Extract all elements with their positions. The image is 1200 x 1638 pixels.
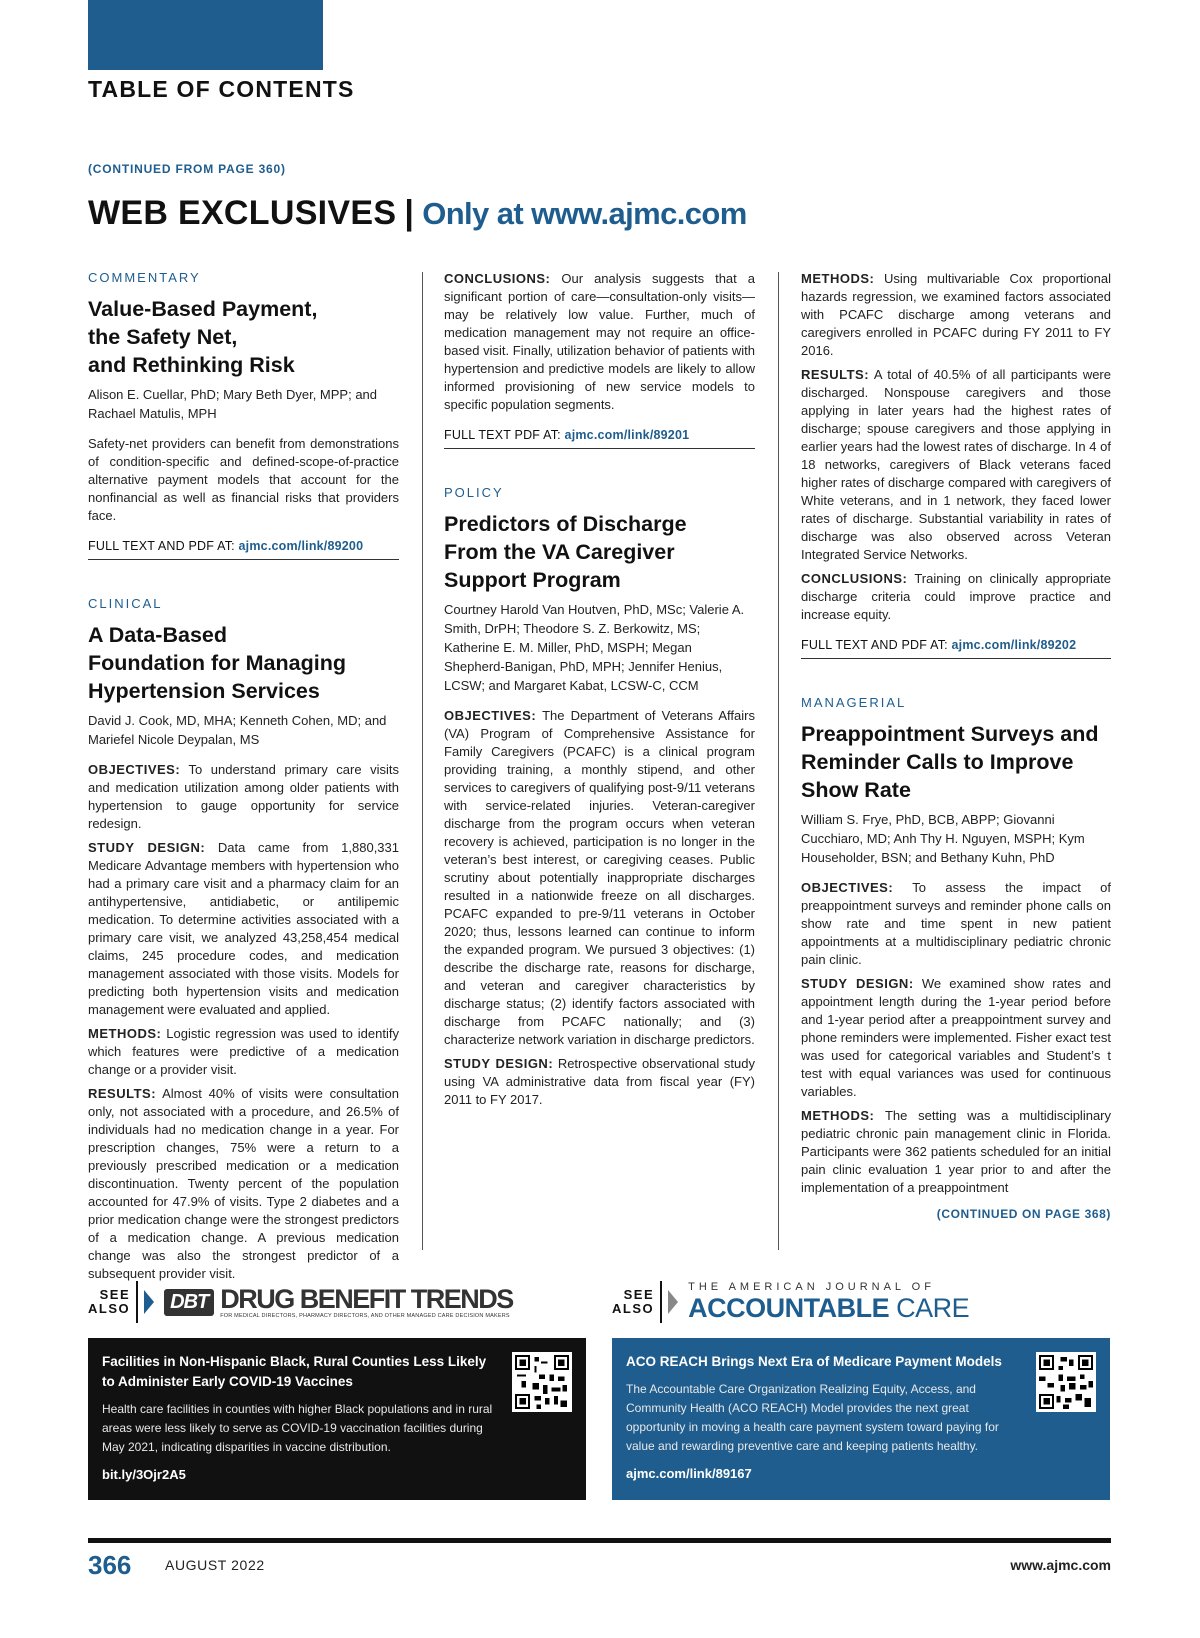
see-also-divider <box>660 1281 662 1323</box>
title-line: Preappointment Surveys and <box>801 722 1099 746</box>
results-label: RESULTS: <box>88 1086 157 1101</box>
conclusions-text: Training on clinically appropriate discharge criteria could improve practice and increase equity. <box>801 571 1111 622</box>
column-2 <box>444 270 755 1115</box>
study-design-label: STUDY DESIGN: <box>88 840 206 855</box>
title-separator: | <box>404 194 415 232</box>
dbt-wordmark <box>220 1285 513 1319</box>
web-exclusives-label: WEB EXCLUSIVES <box>88 194 397 232</box>
fulltext-label: FULL TEXT PDF AT: <box>444 428 561 442</box>
see-also-dbt[interactable] <box>88 1278 513 1326</box>
objectives-text: To assess the impact of preappointment surveys and reminder phone calls on show rate and time spent in new patient appointments at a multidisciplinary pediatric chronic pain clinic. <box>801 880 1111 967</box>
ajac-top-line: THE AMERICAN JOURNAL OF <box>688 1281 935 1293</box>
article-authors-managerial: William S. Frye, PhD, BCB, ABPP; Giovanni Cucchiaro, MD; Anh Thy H. Nguyen, MSPH; Kym Householder, BSN; and Bethany Kuhn, PhD <box>801 812 1085 865</box>
conclusions-label: CONCLUSIONS: <box>444 271 551 286</box>
title-line: Foundation for Managing <box>88 651 346 675</box>
article-title-managerial <box>801 720 1111 804</box>
objectives-text: To understand primary care visits and medication utilization among older patients with hypertension to gauge opportunity for service redesign. <box>88 762 399 831</box>
methods-text: The setting was a multidisciplinary pediatric chronic pain management clinic in Florida. Participants were 362 patients scheduled for an initial pain clinic evaluation 1 year prior to and after the implementation of a preappointment <box>801 1108 1111 1195</box>
objectives-label: OBJECTIVES: <box>444 708 537 723</box>
see-also-divider <box>136 1281 138 1323</box>
clinical-study-design <box>88 839 399 1019</box>
ajac-name <box>688 1293 969 1323</box>
see-also-ajac[interactable] <box>612 1278 969 1326</box>
article-title-commentary <box>88 295 399 379</box>
chevron-right-icon <box>144 1290 154 1314</box>
article-title-clinical <box>88 621 399 705</box>
ajac-wordmark <box>688 1281 969 1323</box>
section-label-commentary: COMMENTARY <box>88 270 201 285</box>
also-word: ALSO <box>88 1301 131 1316</box>
website-link[interactable]: www.ajmc.com <box>1010 1557 1111 1573</box>
qr-code-icon[interactable] <box>1036 1352 1096 1412</box>
title-line: Hypertension Services <box>88 679 320 703</box>
policy-study-design <box>444 1055 755 1109</box>
methods-label: METHODS: <box>801 1108 875 1123</box>
objectives-label: OBJECTIVES: <box>801 880 894 895</box>
continued-on-note: (CONTINUED ON PAGE 368) <box>936 1207 1111 1221</box>
title-line: Reminder Calls to Improve <box>801 750 1074 774</box>
policy-results <box>801 366 1111 564</box>
web-exclusives-title <box>88 194 747 233</box>
objectives-text: The Department of Veterans Affairs (VA) Program of Comprehensive Assistance for Family Caregivers (PCAFC) is a clinical program providing training, a monthly stipend, and other services to caregivers of qualifying post-9/11 veterans with service-related injuries. Veteran-caregiver discharge from the program occurs when veteran recovery is achieved, participation is no longer in the veteran’s best interest, or caregiving ceases. Public scrutiny about potentially inappropriate discharges resulted in a nationwide freeze on all discharges. PCAFC expanded to pre-9/11 veterans in October 2020; thus, lessons learned can continue to inform the expanded program. We pursued 3 objectives: (1) describe the discharge rate, reasons for discharge, and veteran and caregiver characteristics by discharge status; (2) identify factors associated with discharge from PCAFC nationally; and (3) characterize network variation in discharge predictors. <box>444 708 755 1047</box>
conclusions-label: CONCLUSIONS: <box>801 571 908 586</box>
title-line: A Data-Based <box>88 623 227 647</box>
study-design-text: Data came from 1,880,331 Medicare Advantage members with hypertension who had a primary care visit and a pharmacy claim for an antihypertensive, antidiabetic, or antilipemic medication. To determine activities associated with a primary care visit, we analyzed 43,258,454 medical claims, 245 procedure codes, and medication management associated with those visits. Models for predicting both hypertension visits and medication management were evaluated and applied. <box>88 840 399 1017</box>
promo-text: The Accountable Care Organization Realizing Equity, Access, and Community Health (ACO REACH) Model provides the next great opportunity in moving a health care payment system toward paying for value and rewarding preventive care and keeping patients healthy. <box>626 1382 999 1453</box>
fulltext-line-policy <box>801 638 1111 659</box>
managerial-methods <box>801 1107 1111 1197</box>
dbt-name: DRUG BENEFIT TRENDS <box>220 1284 513 1314</box>
clinical-objectives <box>88 761 399 833</box>
column-1 <box>88 270 399 1289</box>
qr-code-icon[interactable] <box>512 1352 572 1412</box>
title-line: and Rethinking Risk <box>88 353 295 377</box>
policy-objectives <box>444 707 755 1049</box>
promo-link[interactable]: ajmc.com/link/89167 <box>626 1466 752 1481</box>
results-text: A total of 40.5% of all participants were discharged. Nonspouse caregivers and those applying in later years had the highest rates of discharge; spouse caregivers and those applying in earlier years had the lowest rates of discharge. In 4 of 18 networks, caregivers of Black veterans faced higher rates of discharge compared with caregivers of White veterans, and in 1 network, they faced lower rates of discharge. Substantial variability in rates of discharge was also observed across Veteran Integrated Service Networks. <box>801 367 1111 562</box>
article-authors-clinical: David J. Cook, MD, MHA; Kenneth Cohen, MD; and Mariefel Nicole Deypalan, MS <box>88 713 387 747</box>
promo-title: Facilities in Non-Hispanic Black, Rural Counties Less Likely to Administer Early COVID-19 Vaccines <box>102 1354 487 1389</box>
footer-rule <box>88 1538 1111 1543</box>
promo-ajac[interactable] <box>612 1338 1110 1500</box>
dbt-logo: DBT <box>164 1289 214 1316</box>
study-design-text: Retrospective observational study using VA administrative data from fiscal year (FY) 2011 to FY 2017. <box>444 1056 755 1107</box>
results-label: RESULTS: <box>801 367 870 382</box>
article-abstract-commentary: Safety-net providers can benefit from demonstrations of condition-specific and defined-scope-of-practice alternative payment models that account for the nonfinancial as well as financial risks that providers face. <box>88 436 399 523</box>
methods-label: METHODS: <box>88 1026 162 1041</box>
fulltext-link-commentary[interactable]: ajmc.com/link/89200 <box>238 539 364 553</box>
article-title-policy <box>444 510 755 594</box>
ajac-name-rest: CARE <box>889 1293 970 1323</box>
promo-link[interactable]: bit.ly/3Ojr2A5 <box>102 1467 186 1482</box>
fulltext-label: FULL TEXT AND PDF AT: <box>88 539 235 553</box>
conclusions-text: Our analysis suggests that a significant portion of care—consultation-only visits—may be relatively low value. Further, much of medication management may not require an office-based visit. Finally, utilization behavior of patients with hypertension and predictive models are likely to allow informed provisioning of new service models to specific population segments. <box>444 271 755 412</box>
ajac-name-bold: ACCOUNTABLE <box>688 1293 890 1323</box>
column-3 <box>801 270 1111 1221</box>
results-text: Almost 40% of visits were consultation only, not associated with a procedure, and 26.5% of individuals had no medication change in a year. For prescription changes, 75% were a return to a previously prescribed medication or a medication discontinuation. Twenty percent of the population accounted for 47.9% of visits. Type 2 diabetes and a prior medication change were the strongest predictors of a medication change. A previous medication change was also the strongest predictor of a subsequent provider visit. <box>88 1086 399 1281</box>
title-line: Value-Based Payment, <box>88 297 318 321</box>
clinical-methods <box>88 1025 399 1079</box>
chevron-right-icon <box>668 1290 678 1314</box>
policy-conclusions <box>801 570 1111 624</box>
clinical-conclusions <box>444 270 755 414</box>
fulltext-link-clinical[interactable]: ajmc.com/link/89201 <box>564 428 690 442</box>
continued-from-note: (CONTINUED FROM PAGE 360) <box>88 162 286 176</box>
promo-dbt[interactable] <box>88 1338 586 1500</box>
section-label-policy: POLICY <box>444 485 504 500</box>
managerial-objectives <box>801 879 1111 969</box>
fulltext-label: FULL TEXT AND PDF AT: <box>801 638 948 652</box>
study-design-text: We examined show rates and appointment length during the 1-year period before and 1-year period after a preappointment survey and phone reminders were implemented. Fisher exact test was used for categorical variables and Student’s t test with equal variances was used for continuous variables. <box>801 976 1111 1099</box>
methods-text: Using multivariable Cox proportional hazards regression, we examined factors associated with PCAFC discharge among veterans and caregivers enrolled in PCAFC during FY 2011 to FY 2016. <box>801 271 1111 358</box>
study-design-label: STUDY DESIGN: <box>444 1056 554 1071</box>
objectives-label: OBJECTIVES: <box>88 762 181 777</box>
web-exclusives-subtitle: Only at www.ajmc.com <box>422 196 747 231</box>
section-label-managerial: MANAGERIAL <box>801 695 907 710</box>
table-of-contents-heading: TABLE OF CONTENTS <box>88 76 355 102</box>
methods-label: METHODS: <box>801 271 875 286</box>
fulltext-line-commentary <box>88 539 399 560</box>
promo-title: ACO REACH Brings Next Era of Medicare Payment Models <box>626 1354 1002 1369</box>
promo-text: Health care facilities in counties with higher Black populations and in rural areas were less likely to serve as COVID-19 vaccination facilities during May 2021, indicating disparities in vaccine distribution. <box>102 1402 493 1454</box>
column-divider-2 <box>778 272 779 1250</box>
policy-methods <box>801 270 1111 360</box>
title-line: Show Rate <box>801 778 911 802</box>
see-word: SEE <box>99 1287 131 1302</box>
see-also-text <box>612 1288 654 1316</box>
section-label-clinical: CLINICAL <box>88 596 163 611</box>
see-also-text <box>88 1288 130 1316</box>
dbt-tagline: FOR MEDICAL DIRECTORS, PHARMACY DIRECTORS, AND OTHER MANAGED CARE DECISION MAKERS <box>220 1313 510 1319</box>
see-word: SEE <box>623 1287 655 1302</box>
issue-date: AUGUST 2022 <box>165 1557 265 1573</box>
title-line: Predictors of Discharge <box>444 512 687 536</box>
title-line: Support Program <box>444 568 621 592</box>
title-line: From the VA Caregiver <box>444 540 675 564</box>
article-authors-policy: Courtney Harold Van Houtven, PhD, MSc; Valerie A. Smith, DrPH; Theodore S. Z. Berkowitz, MS; Katherine E. M. Miller, PhD, MSPH; Megan Shepherd-Banigan, PhD, MPH; Jennifer Henius, LCSW; and Margaret Kabat, LCSW-C, CCM <box>444 602 745 693</box>
study-design-label: STUDY DESIGN: <box>801 976 914 991</box>
methods-text: Logistic regression was used to identify which features were predictive of a medication change or a provider visit. <box>88 1026 399 1077</box>
title-line: the Safety Net, <box>88 325 238 349</box>
clinical-results <box>88 1085 399 1283</box>
page-number: 366 <box>88 1550 132 1580</box>
column-divider-1 <box>422 272 423 1250</box>
article-authors-commentary: Alison E. Cuellar, PhD; Mary Beth Dyer, MPP; and Rachael Matulis, MPH <box>88 387 378 421</box>
header-color-bar <box>88 0 323 70</box>
also-word: ALSO <box>612 1301 655 1316</box>
managerial-study-design <box>801 975 1111 1101</box>
fulltext-link-policy[interactable]: ajmc.com/link/89202 <box>951 638 1077 652</box>
fulltext-line-clinical <box>444 428 755 449</box>
